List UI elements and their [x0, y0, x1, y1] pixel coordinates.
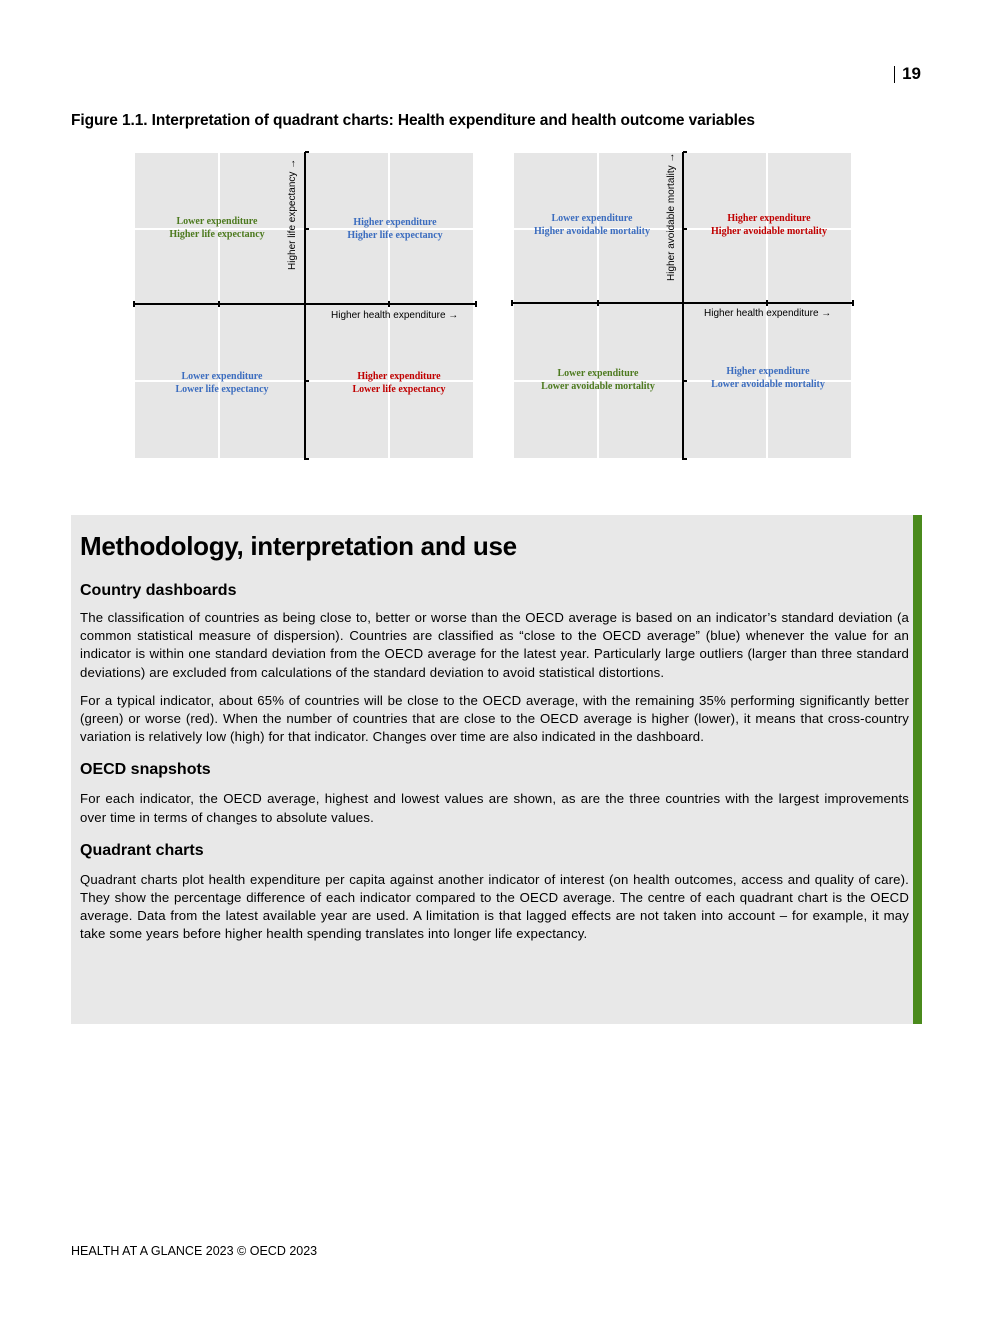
section-heading-oecd-snapshots: OECD snapshots — [80, 761, 211, 779]
quadrant-chart-life-expectancy — [134, 150, 477, 462]
quadrant-grid — [512, 150, 855, 462]
x-axis-label: Higher health expenditure → — [331, 310, 459, 321]
quadrant-label-bottom-left: Lower expenditure Lower life expectancy — [175, 371, 269, 395]
quadrant-grid — [134, 150, 477, 462]
quadrant-label-bottom-left: Lower expenditure Lower avoidable mortality — [541, 368, 655, 392]
page-number — [894, 64, 921, 84]
paragraph: Quadrant charts plot health expenditure per capita against another indicator of interest (on health outcomes, access and quality of care). They show the percentage difference of each indicator compared to the OECD average. The centre of each quadrant chart is the OECD average. Data from the latest available year are used. A limitation is that lagged effects are not taken into account – for example, it may take some years before higher health spending translates into longer life expectancy. — [80, 871, 909, 942]
methodology-box — [71, 515, 922, 1024]
box-title: Methodology, interpretation and use — [80, 531, 517, 561]
page-footer: HEALTH AT A GLANCE 2023 © OECD 2023 — [71, 1244, 318, 1258]
figure-title: Figure 1.1. Interpretation of quadrant charts: Health expenditure and health outcome variables — [71, 112, 755, 129]
quadrant-label-top-left: Lower expenditure Higher avoidable mortality — [534, 213, 650, 237]
quadrant-label-top-left: Lower expenditure Higher life expectancy — [169, 216, 265, 240]
x-axis-label: Higher health expenditure → — [704, 308, 832, 319]
quadrant-label-top-right: Higher expenditure Higher life expectancy — [347, 217, 443, 241]
box-accent-bar — [913, 515, 922, 1024]
page-number-divider — [894, 66, 895, 83]
paragraph: The classification of countries as being close to, better or worse than the OECD average is based on an indicator’s standard deviation (a common statistical measure of dispersion). Countries are classified as “close to the OECD average” (blue) whenever the value for an indicator is within one standard deviation from the OECD average for the latest year. Particularly large outliers (larger than three standard deviations) are excluded from calculations of the standard deviation to avoid statistical distortions. — [80, 610, 909, 680]
quadrant-label-top-right: Higher expenditure Higher avoidable mortality — [711, 213, 827, 237]
quadrant-label-bottom-right: Higher expenditure Lower life expectancy — [352, 371, 446, 395]
y-axis-label: Higher life expectancy → — [287, 158, 298, 270]
quadrant-label-bottom-right: Higher expenditure Lower avoidable mortality — [711, 366, 825, 390]
paragraph: For a typical indicator, about 65% of countries will be close to the OECD average, with the remaining 35% performing significantly better (green) or worse (red). When the number of countries that are close to the OECD average is higher (lower), it means that cross-country variation is relatively low (high) for that indicator. Changes over time are also indicated in the dashboard. — [80, 692, 909, 745]
paragraph: For each indicator, the OECD average, highest and lowest values are shown, as are the three countries with the largest improvements over time in terms of changes to absolute values. — [80, 791, 909, 825]
quadrant-chart-avoidable-mortality — [512, 150, 855, 462]
section-heading-country-dashboards: Country dashboards — [80, 582, 237, 599]
section-heading-quadrant-charts: Quadrant charts — [80, 841, 204, 859]
page-number-text: 19 — [902, 64, 921, 83]
y-axis-label: Higher avoidable mortality → — [666, 152, 677, 281]
